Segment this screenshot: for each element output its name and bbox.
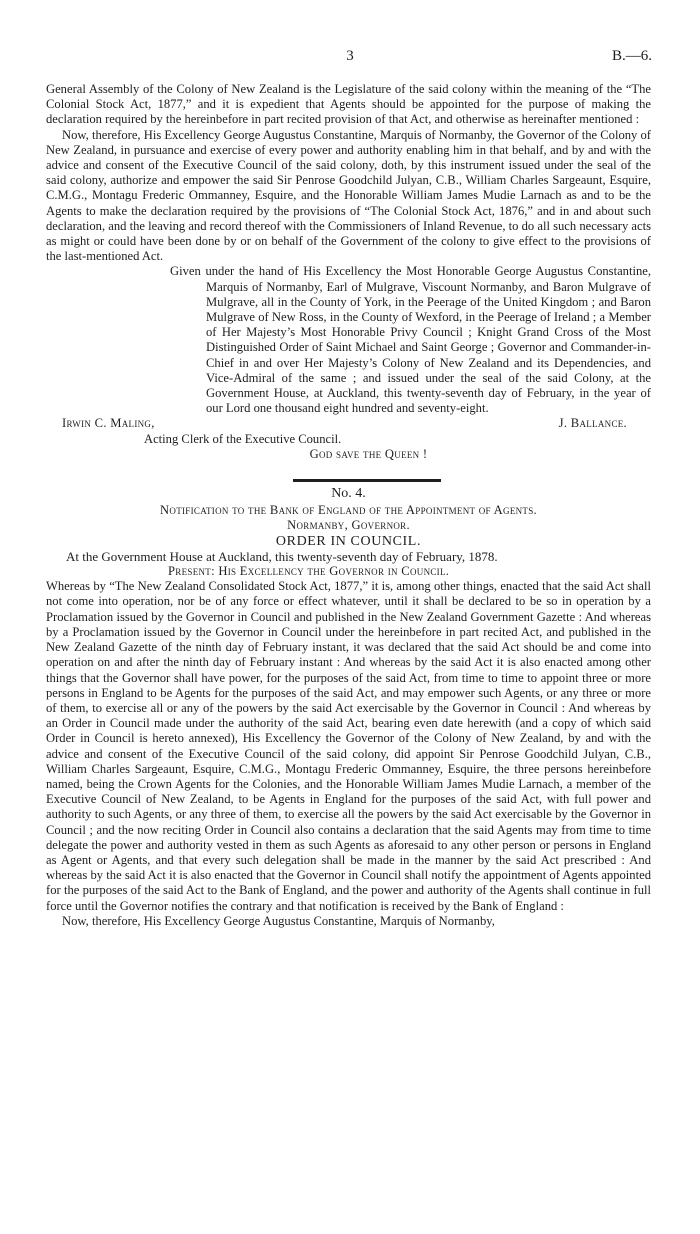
present-line: Present: His Excellency the Governor in Council.	[168, 564, 450, 579]
minister-signature: J. Ballance.	[558, 416, 627, 431]
clerk-signature: Irwin C. Maling,	[62, 416, 155, 431]
paragraph-authorization: Now, therefore, His Excellency George Augustus Constantine, Marquis of Normanby, the Governor of the Colony of New Zealand, in pursuance and exercise of every power and authority enabling him in that behalf, and by and with the advice and consent of the Executive Council of the said colony, doth, by this instrument issued under the seal of the said colony, authorize and empower the said Sir Penrose Goodchild Julyan, C.B., William Charles Sargeaunt, Esquire, C.M.G., Montagu Frederic Ommanney, Esquire, and the Honorable William James Mudie Larnach as and to be the Agents to make the declaration required by the provisions of “The Colonial Stock Act, 1876,” and in and about such declaration, and the leaving and record thereof with the Commissioners of Inland Revenue, to do all such necessary acts as might or could have been done by or on behalf of the Government of the colony to give effect to the provisions of the last-mentioned Act.	[46, 127, 652, 264]
page-header	[48, 48, 652, 72]
page-number: 3	[346, 48, 354, 64]
closing-paragraph-start: Now, therefore, His Excellency George Augustus Constantine, Marquis of Normanby,	[62, 913, 495, 928]
paragraph-assembly: General Assembly of the Colony of New Zealand is the Legislature of the said colony within the meaning of the “The Colonial Stock Act, 1877,” and it is expedient that Agents should be appointed for the purpose of making the declaration required by the hereinbefore in part recited provision of that Act, and otherwise as hereinafter mentioned :	[46, 82, 651, 127]
section-divider	[46, 472, 651, 480]
document-code: B.—6.	[611, 48, 652, 64]
order-body-paragraph: Whereas by “The New Zealand Consolidated Stock Act, 1877,” it is, among other things, enacted that the said Act shall not come into operation, nor be of any force or effect whatever, until it shall be declared to be so in operation by a Proclamation issued by the Governor in Council and published in the New Zealand Government Gazette : And whereas by a Proclamation issued by the Governor in Council under the hereinbefore in part recited Act, and published in the New Zealand Gazette of the ninth day of February instant, it was declared that the said Act should be and come into operation on and after the ninth day of February instant : And whereas by the said Act it is also enacted among other things that the Governor shall have power, for the purposes of the said Act, from time to time to appoint three or more persons in England to be Agents for the purposes of the said Act, and may empower such Agents, or any three or more of them, to exercise all or any of the powers by the said Act exercisable by the Governor in Council : And whereas by an Order in Council made under the authority of the said Act, bearing even date herewith (and a copy of which said Order in Council is hereto annexed), His Excellency the Governor of the Colony of New Zealand, by and with the advice and consent of the Executive Council of the said colony, did appoint Sir Penrose Goodchild Julyan, C.B., William Charles Sargeaunt, Esquire, C.M.G., Montagu Frederic Ommanney, Esquire, the three persons hereinbefore named, being the Crown Agents for the Colonies, and the Honorable William James Mudie Larnach, a member of the Executive Council of New Zealand, to be Agents in England for the purposes of the said Act, with full power and authority to such Agents, or any three of them, to exercise all the powers by the said Act exercisable by the Governor in Council ; and the now reciting Order in Council also contains a declaration that the said Agents may from time to time delegate the power and authority vested in them as such Agents as aforesaid to any other person or persons in England as Agent or Agents, and that every such delegation shall be made in the manner by the said Act prescribed : And whereas by the said Act it is also enacted that the Governor in Council shall notify the appointment of Agents appointed for the purposes of the said Act to the Bank of England, and the power and authority of the Agents shall continue in full force until the Governor notifies the contrary and that notification is received by the Bank of England :	[46, 579, 651, 913]
order-title: ORDER IN COUNCIL.	[275, 533, 422, 549]
closing-salutation: God save the Queen !	[309, 446, 428, 461]
signature-row	[46, 416, 651, 431]
notification-heading: Notification to the Bank of England of the Appointment of Agents.	[160, 503, 537, 518]
given-under-hand-paragraph: Given under the hand of His Excellency the Most Honorable George Augustus Constantine, Marquis of Normanby, Earl of Mulgrave, Viscount Normanby, and Baron Mulgrave of Mulgrave, all in the County of York, in the Peerage of the United Kingdom ; and Baron Mulgrave of New Ross, in the County of Wexford, in the Peerage of Ireland ; a Member of Her Majesty’s Most Honorable Privy Council ; Knight Grand Cross of the Most Distinguished Order of Saint Michael and Saint George ; Governor and Commander-in-Chief in and over Her Majesty’s Colony of New Zealand and its Dependencies, and Vice-Admiral of the same ; and issued under the seal of the said Colony, at the Government House, at Auckland, this twenty-seventh day of February, in the year of our Lord one thousand eight hundred and seventy-eight.	[170, 264, 651, 416]
document-body	[46, 82, 651, 929]
clerk-title: Acting Clerk of the Executive Council.	[144, 431, 342, 446]
governor-line: Normanby, Governor.	[287, 518, 410, 533]
section-number: No. 4.	[331, 486, 366, 502]
date-line: At the Government House at Auckland, this twenty-seventh day of February, 1878.	[66, 548, 498, 564]
